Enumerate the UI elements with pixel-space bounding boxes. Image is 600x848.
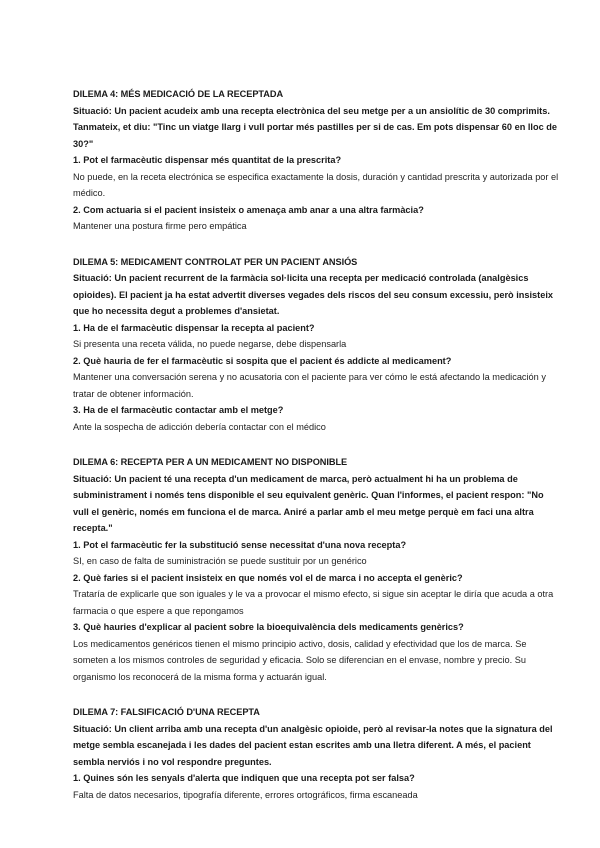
answer: No puede, en la receta electrónica se especifica exactamente la dosis, duración y cantidad prescrita y autorizada por el médico.: [73, 171, 559, 198]
answer: Si presenta una receta válida, no puede negarse, debe dispensarla: [73, 339, 347, 349]
answer: Los medicamentos genéricos tienen el mismo principio activo, dosis, calidad y efectividad que los de marca. Se someten a los mismos controles de seguridad y eficacia. Solo se diferencian en el envase, nombre y precio. Su organismo los reconocerá de la misma forma y actuarán igual.: [73, 638, 527, 682]
dilemma-7: [73, 704, 560, 803]
dilemma-title: DILEMA 6: RECEPTA PER A UN MEDICAMENT NO DISPONIBLE: [73, 457, 348, 467]
dilemma-4: [73, 86, 560, 235]
dilemma-situation: Situació: Un pacient té una recepta d'un medicament de marca, però actualment hi ha un problema de subministrament i només tens disponible el seu equivalent genèric. Quan l'informes, el pacient respon: "No vull el genèric, només em funciona el de marca. Aniré a parlar amb el meu metge perquè em faci una altra recepta.": [73, 473, 544, 533]
dilemma-title: DILEMA 7: FALSIFICACIÓ D'UNA RECEPTA: [73, 707, 260, 717]
answer: Mantener una conversación serena y no acusatoria con el paciente para ver cómo le está afectando la medicación y tratar de obtener información.: [73, 372, 546, 399]
question: 2. Què hauria de fer el farmacèutic si sospita que el pacient és addicte al medicament?: [73, 355, 452, 366]
answer: Trataría de explicarle que son iguales y le va a provocar el mismo efecto, si sigue sin aceptar le diría que acuda a otra farmacia o que espere a que repongamos: [73, 589, 554, 616]
question: 1. Ha de el farmacèutic dispensar la recepta al pacient?: [73, 322, 315, 333]
answer: Ante la sospecha de adicción debería contactar con el médico: [73, 421, 326, 432]
answer: Mantener una postura firme pero empática: [73, 221, 247, 231]
question: 1. Quines són les senyals d'alerta que indiquen que una recepta pot ser falsa?: [73, 773, 415, 783]
answer: SI, en caso de falta de suministración se puede sustituir por un genérico: [73, 556, 367, 566]
question: 1. Pot el farmacèutic fer la substitució sense necessitat d'una nova recepta?: [73, 539, 407, 550]
dilemma-title: DILEMA 5: MEDICAMENT CONTROLAT PER UN PACIENT ANSIÓS: [73, 256, 358, 267]
question: 2. Què faries si el pacient insisteix en que només vol el de marca i no accepta el genèric?: [73, 572, 463, 583]
dilemma-situation: Situació: Un client arriba amb una recepta d'un analgèsic opioide, però al revisar-la notes que la signatura del metge sembla escanejada i les dades del pacient estan escrites amb una lletra diferent. A més, el pacient sembla nerviós i no vol respondre preguntes.: [73, 723, 553, 767]
question: 1. Pot el farmacèutic dispensar més quantitat de la prescrita?: [73, 155, 342, 165]
question: 3. Ha de el farmacèutic contactar amb el metge?: [73, 405, 284, 415]
dilemma-situation: Situació: Un pacient recurrent de la farmàcia sol·licita una recepta per medicació controlada (analgèsics opioides). El pacient ja ha estat advertit diverses vegades dels riscos del seu consum excessiu, però insisteix que ho necessita degut a problemes d'ansietat.: [73, 273, 553, 316]
dilemma-situation: Situació: Un pacient acudeix amb una recepta electrònica del seu metge per a un ansiolític de 30 comprimits. Tanmateix, et diu: "Tinc un viatge llarg i vull portar més pastilles per si de cas. Em pots dispensar 60 en lloc de 30?": [73, 105, 557, 149]
dilemma-6: [73, 454, 560, 685]
question: 2. Com actuaria si el pacient insisteix o amenaça amb anar a una altra farmàcia?: [73, 204, 424, 215]
answer: Falta de datos necesarios, tipografía diferente, errores ortográficos, firma escaneada: [73, 789, 418, 800]
dilemma-title: DILEMA 4: MÉS MEDICACIÓ DE LA RECEPTADA: [73, 89, 284, 99]
question: 3. Què hauries d'explicar al pacient sobre la bioequivalència dels medicaments genèrics?: [73, 622, 464, 632]
dilemma-5: [73, 254, 560, 436]
